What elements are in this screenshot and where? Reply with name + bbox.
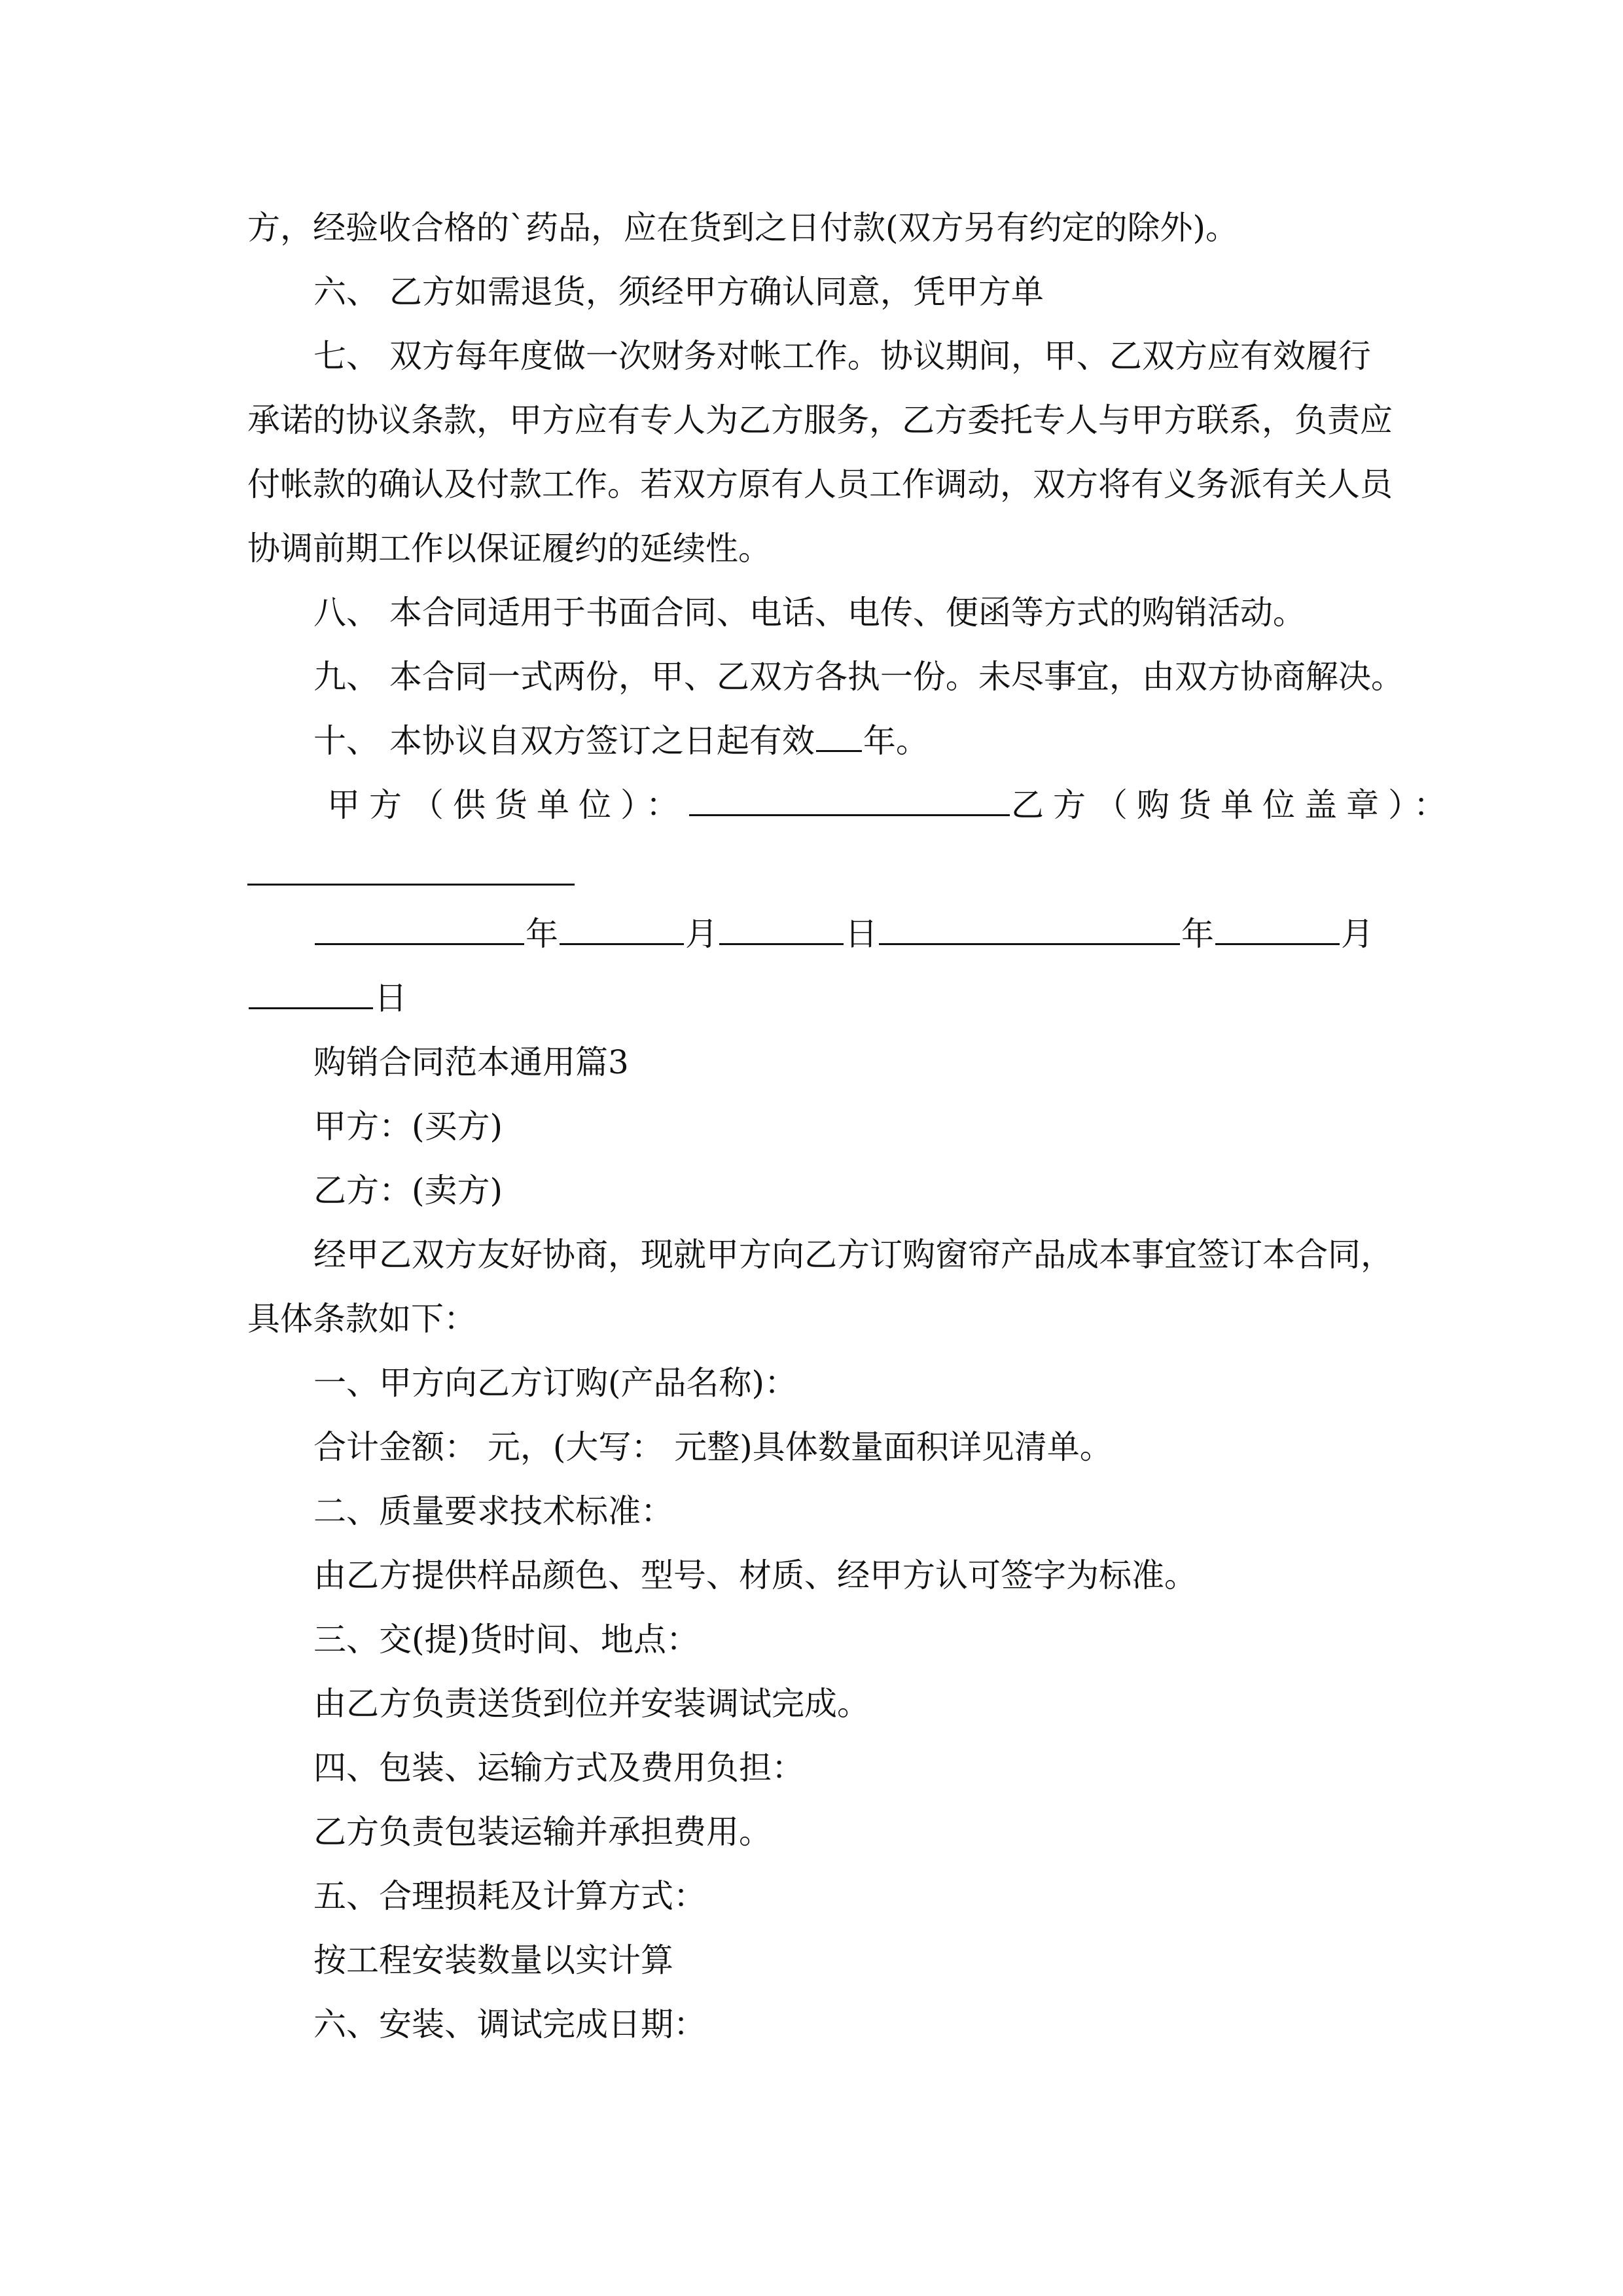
- paragraph-line: 按工程安装数量以实计算: [313, 1941, 673, 1979]
- clause-6: 六、 乙方如需退货，须经甲方确认同意，凭甲方单: [313, 273, 1044, 311]
- paragraph-line: 具体条款如下：: [247, 1300, 476, 1338]
- party-a-label: 甲方（供货单位）：: [327, 786, 688, 824]
- item-3: 三、交(提)货时间、地点：: [313, 1621, 700, 1659]
- paragraph-line: 承诺的协议条款，甲方应有专人为乙方服务，乙方委托专人与甲方联系，负责应: [247, 401, 1393, 439]
- item-5: 五、合理损耗及计算方式：: [313, 1877, 706, 1915]
- clause-9: 九、 本合同一式两份，甲、乙双方各执一份。未尽事宜，由双方协商解决。: [313, 658, 1404, 696]
- item-4: 四、包装、运输方式及费用负担：: [313, 1749, 804, 1787]
- years-blank: [816, 711, 862, 752]
- date-line-cont: [247, 966, 1412, 1030]
- month-blank-2: [1215, 904, 1340, 945]
- clause-10-suffix: 年。: [863, 722, 929, 760]
- paragraph-line: 合计金额： 元，(大写： 元整)具体数量面积详见清单。: [313, 1428, 1113, 1466]
- clause-10: [313, 709, 1478, 773]
- party-b-label: 乙方（购货单位盖章）：: [1011, 786, 1455, 824]
- month-label: 月: [685, 915, 718, 953]
- item-2: 二、质量要求技术标准：: [313, 1492, 673, 1530]
- year-label: 年: [526, 915, 558, 953]
- section-title: 购销合同范本通用篇3: [313, 1043, 629, 1081]
- party-b-line: 乙方：(卖方): [313, 1172, 503, 1210]
- paragraph-line: 由乙方负责送货到位并安装调试完成。: [313, 1685, 870, 1723]
- date-line: [313, 902, 1478, 966]
- day-label: 日: [845, 915, 878, 953]
- year-blank-2: [879, 904, 1180, 945]
- paragraph-line: 协调前期工作以保证履约的延续性。: [247, 529, 771, 567]
- item-1: 一、甲方向乙方订购(产品名称)：: [313, 1364, 798, 1402]
- paragraph-line: 方，经验收合格的`药品，应在货到之日付款(双方另有约定的除外)。: [247, 209, 1239, 247]
- month-blank: [560, 904, 684, 945]
- clause-8: 八、 本合同适用于书面合同、电话、电传、便函等方式的购销活动。: [313, 594, 1306, 632]
- paragraph-line: 由乙方提供样品颜色、型号、材质、经甲方认可签字为标准。: [313, 1556, 1197, 1594]
- party-b-blank: [247, 884, 575, 886]
- item-6: 六、安装、调试完成日期：: [313, 2005, 706, 2043]
- day-blank: [719, 904, 844, 945]
- party-a-line: 甲方：(买方): [313, 1107, 503, 1145]
- paragraph-line: 经甲乙双方友好协商，现就甲方向乙方订购窗帘产品成本事宜签订本合同，: [313, 1236, 1393, 1274]
- clause-10-text: 十、 本协议自双方签订之日起有效: [313, 722, 815, 760]
- party-a-blank: [689, 775, 1010, 816]
- day-label-2: 日: [374, 979, 407, 1017]
- year-label-2: 年: [1181, 915, 1214, 953]
- year-blank: [315, 904, 524, 945]
- day-blank-2: [249, 968, 373, 1009]
- paragraph-line: 付帐款的确认及付款工作。若双方原有人员工作调动，双方将有义务派有关人员: [247, 465, 1393, 503]
- signature-line: [327, 773, 1492, 837]
- month-label-2: 月: [1341, 915, 1374, 953]
- clause-7: 七、 双方每年度做一次财务对帐工作。协议期间，甲、乙双方应有效履行: [313, 337, 1371, 375]
- paragraph-line: 乙方负责包装运输并承担费用。: [313, 1813, 772, 1851]
